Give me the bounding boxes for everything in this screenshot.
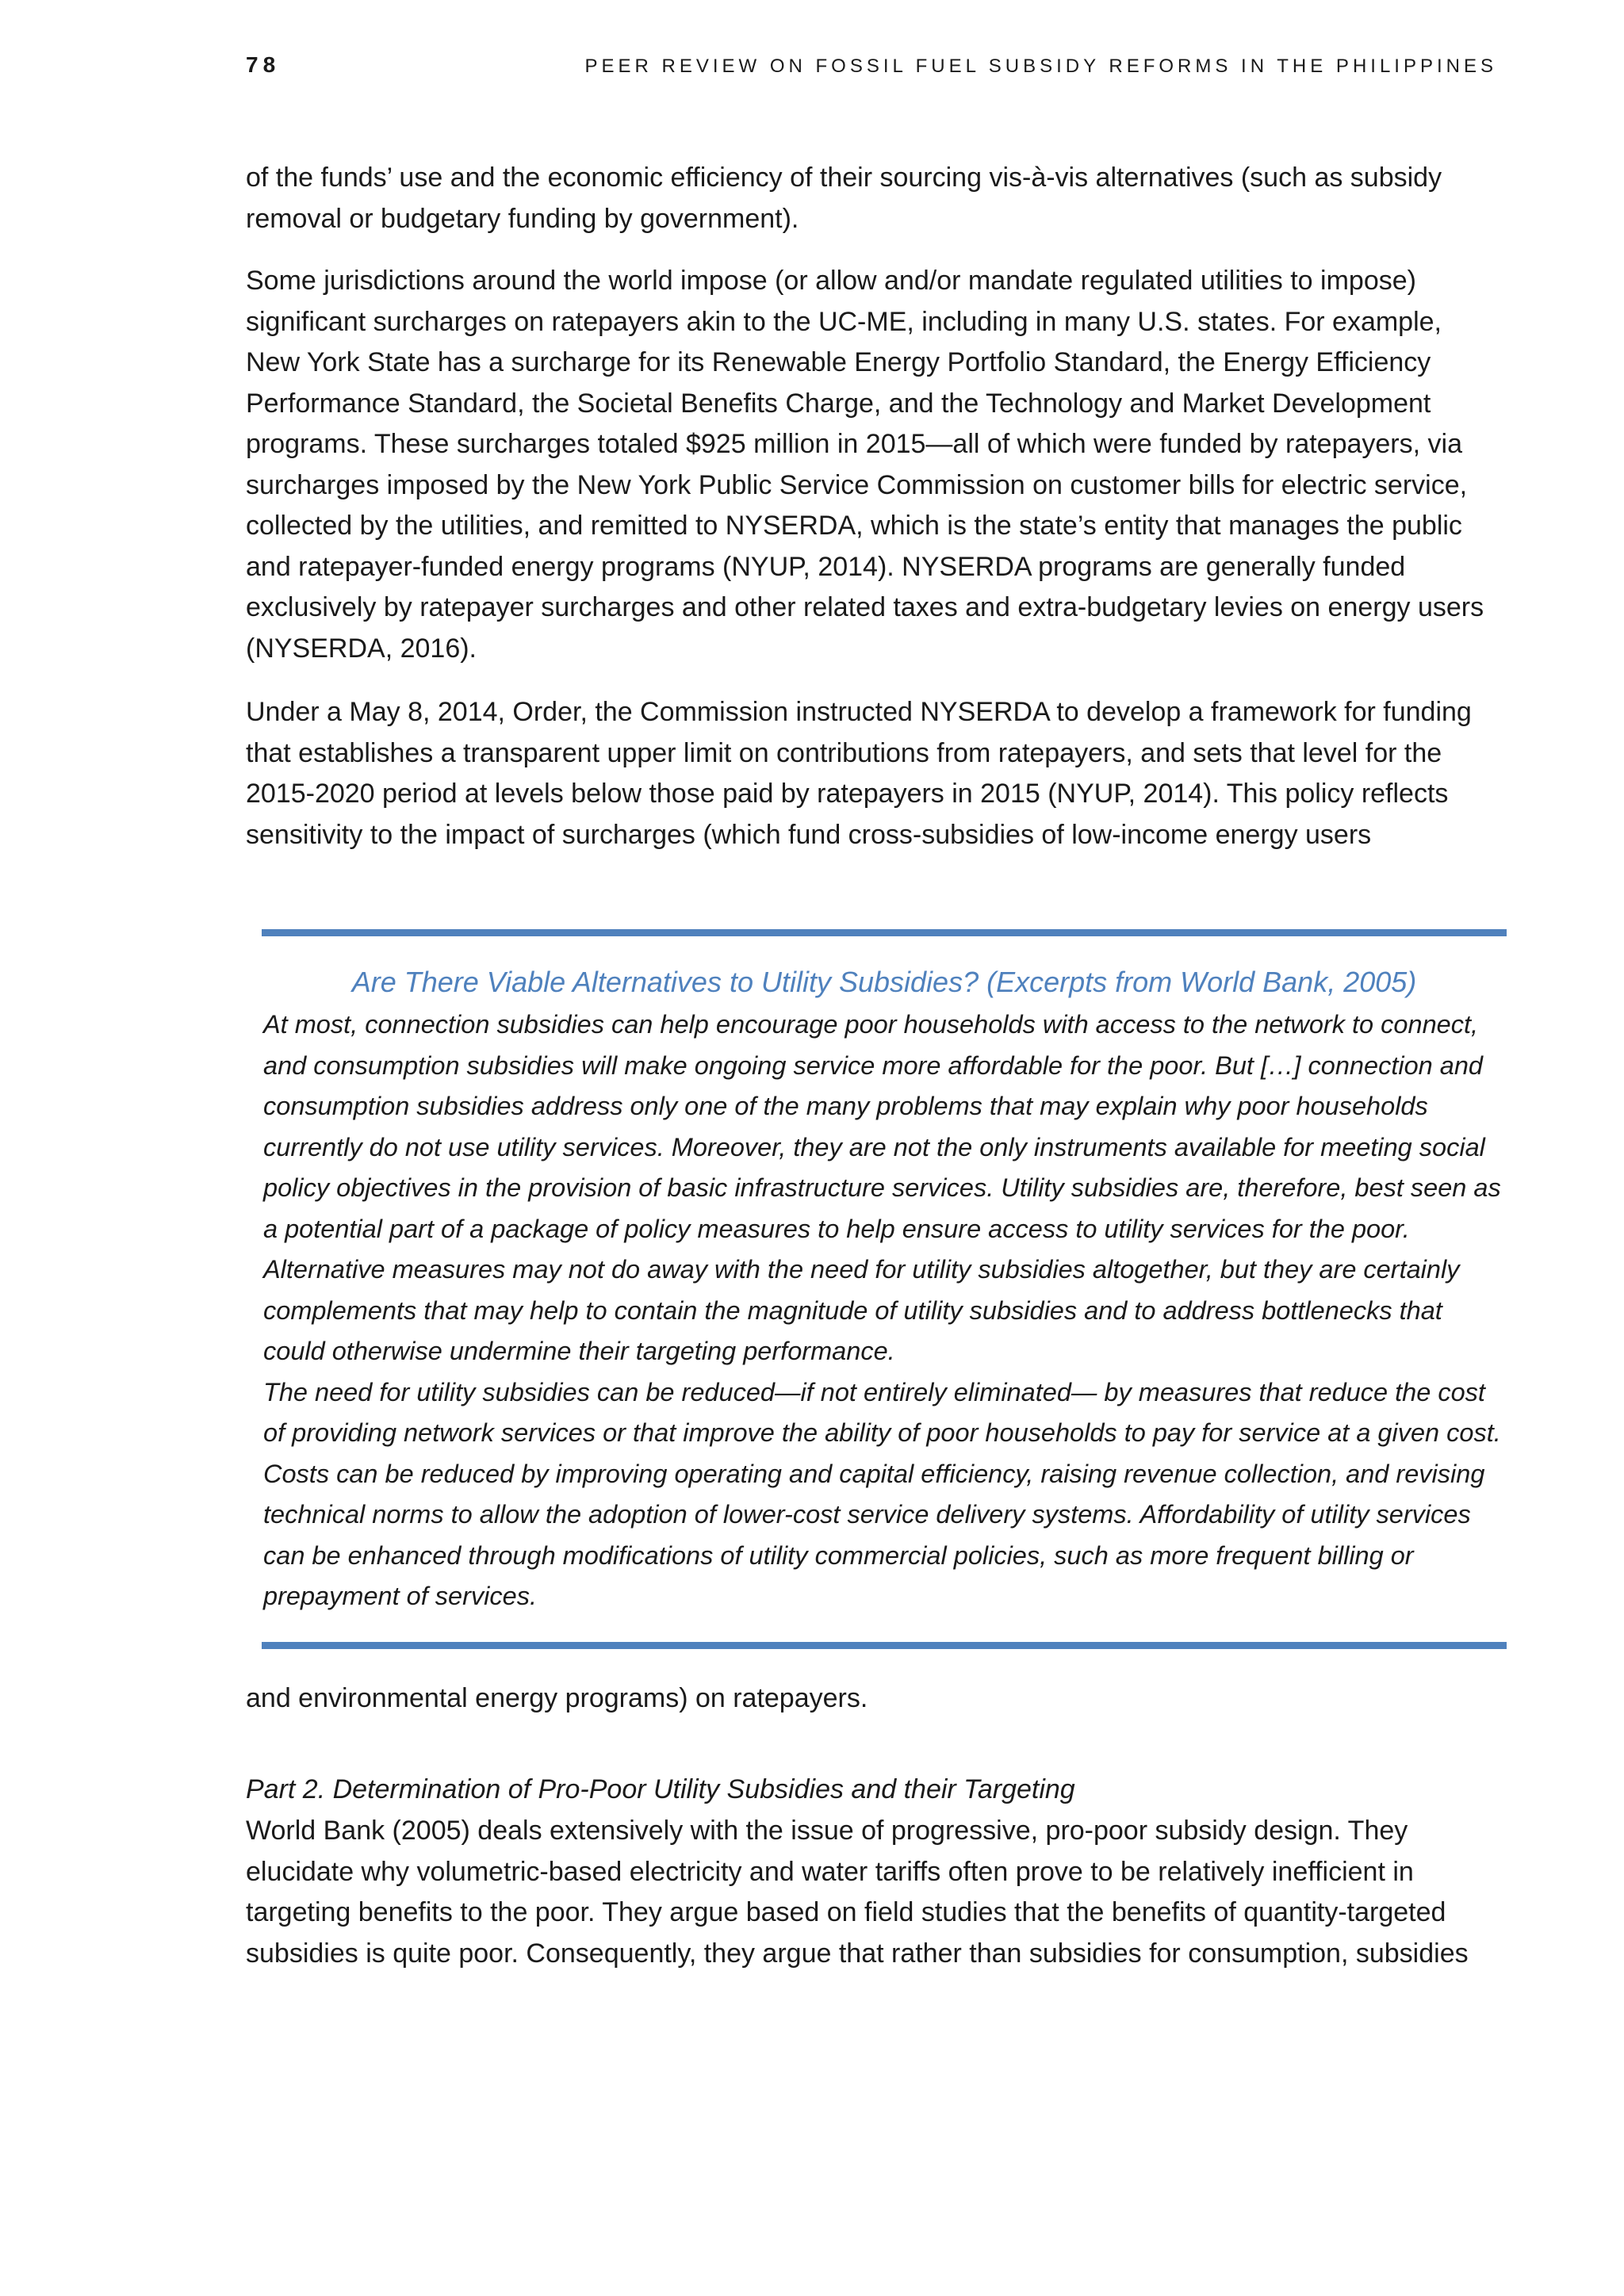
body-paragraph-surcharges: Some jurisdictions around the world impose (or allow and/or mandate regulated utilities to impose) significant surcharges on ratepayers akin to the UC-ME, including in many U.S. states. For example, New York State has a surcharge for its Renewable Energy Portfolio Standard, the Energy Efficiency Performance Standard, the Societal Benefits Charge, and the Technology and Market Development programs. These surcharges totaled $925 million in 2015—all of which were funded by ratepayers, via surcharges imposed by the New York Public Service Commission on customer bills for electric service, collected by the utilities, and remitted to NYSERDA, which is the state’s entity that manages the public and ratepayer-funded energy programs (NYUP, 2014). NYSERDA programs are generally funded exclusively by ratepayer surcharges and other related taxes and extra-budgetary levies on energy users (NYSERDA, 2016). (246, 266, 1484, 664)
page-number: 78 (246, 52, 281, 77)
excerpt-box-title: Are There Viable Alternatives to Utility Subsidies? (Excerpts from World Bank, 2005) (351, 966, 1417, 998)
section-title: Part 2. Determination of Pro-Poor Utility Subsidies and their Targeting (246, 1774, 1075, 1804)
body-paragraph-continued: of the funds’ use and the economic efficiency of their sourcing vis-à-vis alternatives (such as subsidy removal or budgetary funding by government). (246, 163, 1442, 234)
excerpt-paragraph: The need for utility subsidies can be reduced—if not entirely eliminated— by measures that reduce the cost of providing network services or that improve the ability of poor households to pay for service at a given cost. Costs can be reduced by improving operating and capital efficiency, raising revenue collection, and revising technical norms to allow the adoption of lower-cost service delivery systems. Affordability of utility services can be enhanced through modifications of utility commercial policies, such as more frequent billing or prepayment of services. (263, 1377, 1501, 1610)
excerpt-paragraph: At most, connection subsidies can help encourage poor households with access to the network to connect, and consumption subsidies will make ongoing service more affordable for the poor. But […] connection and consumption subsidies address only one of the many problems that may explain why poor households currently do not use utility services. Moreover, they are not the only instruments available for meeting social policy objectives in the provision of basic infrastructure services. Utility subsidies are, therefore, best seen as a potential part of a package of policy measures to help ensure access to utility services for the poor. Alternative measures may not do away with the need for utility subsidies altogether, but they are certainly complements that may help to contain the magnitude of utility subsidies and to address bottlenecks that could otherwise undermine their targeting performance. (263, 1010, 1501, 1365)
body-paragraph-after-box: and environmental energy programs) on ratepayers. (246, 1683, 868, 1713)
body-paragraph-part2: World Bank (2005) deals extensively with the issue of progressive, pro-poor subsidy design. They elucidate why volumetric-based electricity and water tariffs often prove to be relatively inefficient in targeting benefits to the poor. They argue based on field studies that the benefits of quantity-targeted subsidies is quite poor. Consequently, they argue that rather than subsidies for consumption, subsidies (246, 1816, 1469, 1969)
body-paragraph-order: Under a May 8, 2014, Order, the Commission instructed NYSERDA to develop a framework for funding that establishes a transparent upper limit on contributions from ratepayers, and sets that level for the 2015-2020 period at levels below those paid by ratepayers in 2015 (NYUP, 2014). This policy reflects sensitivity to the impact of surcharges (which fund cross-subsidies of low-income energy users (246, 697, 1472, 850)
excerpt-box (262, 929, 1507, 1649)
running-header: PEER REVIEW ON FOSSIL FUEL SUBSIDY REFORMS IN THE PHILIPPINES (584, 55, 1497, 77)
